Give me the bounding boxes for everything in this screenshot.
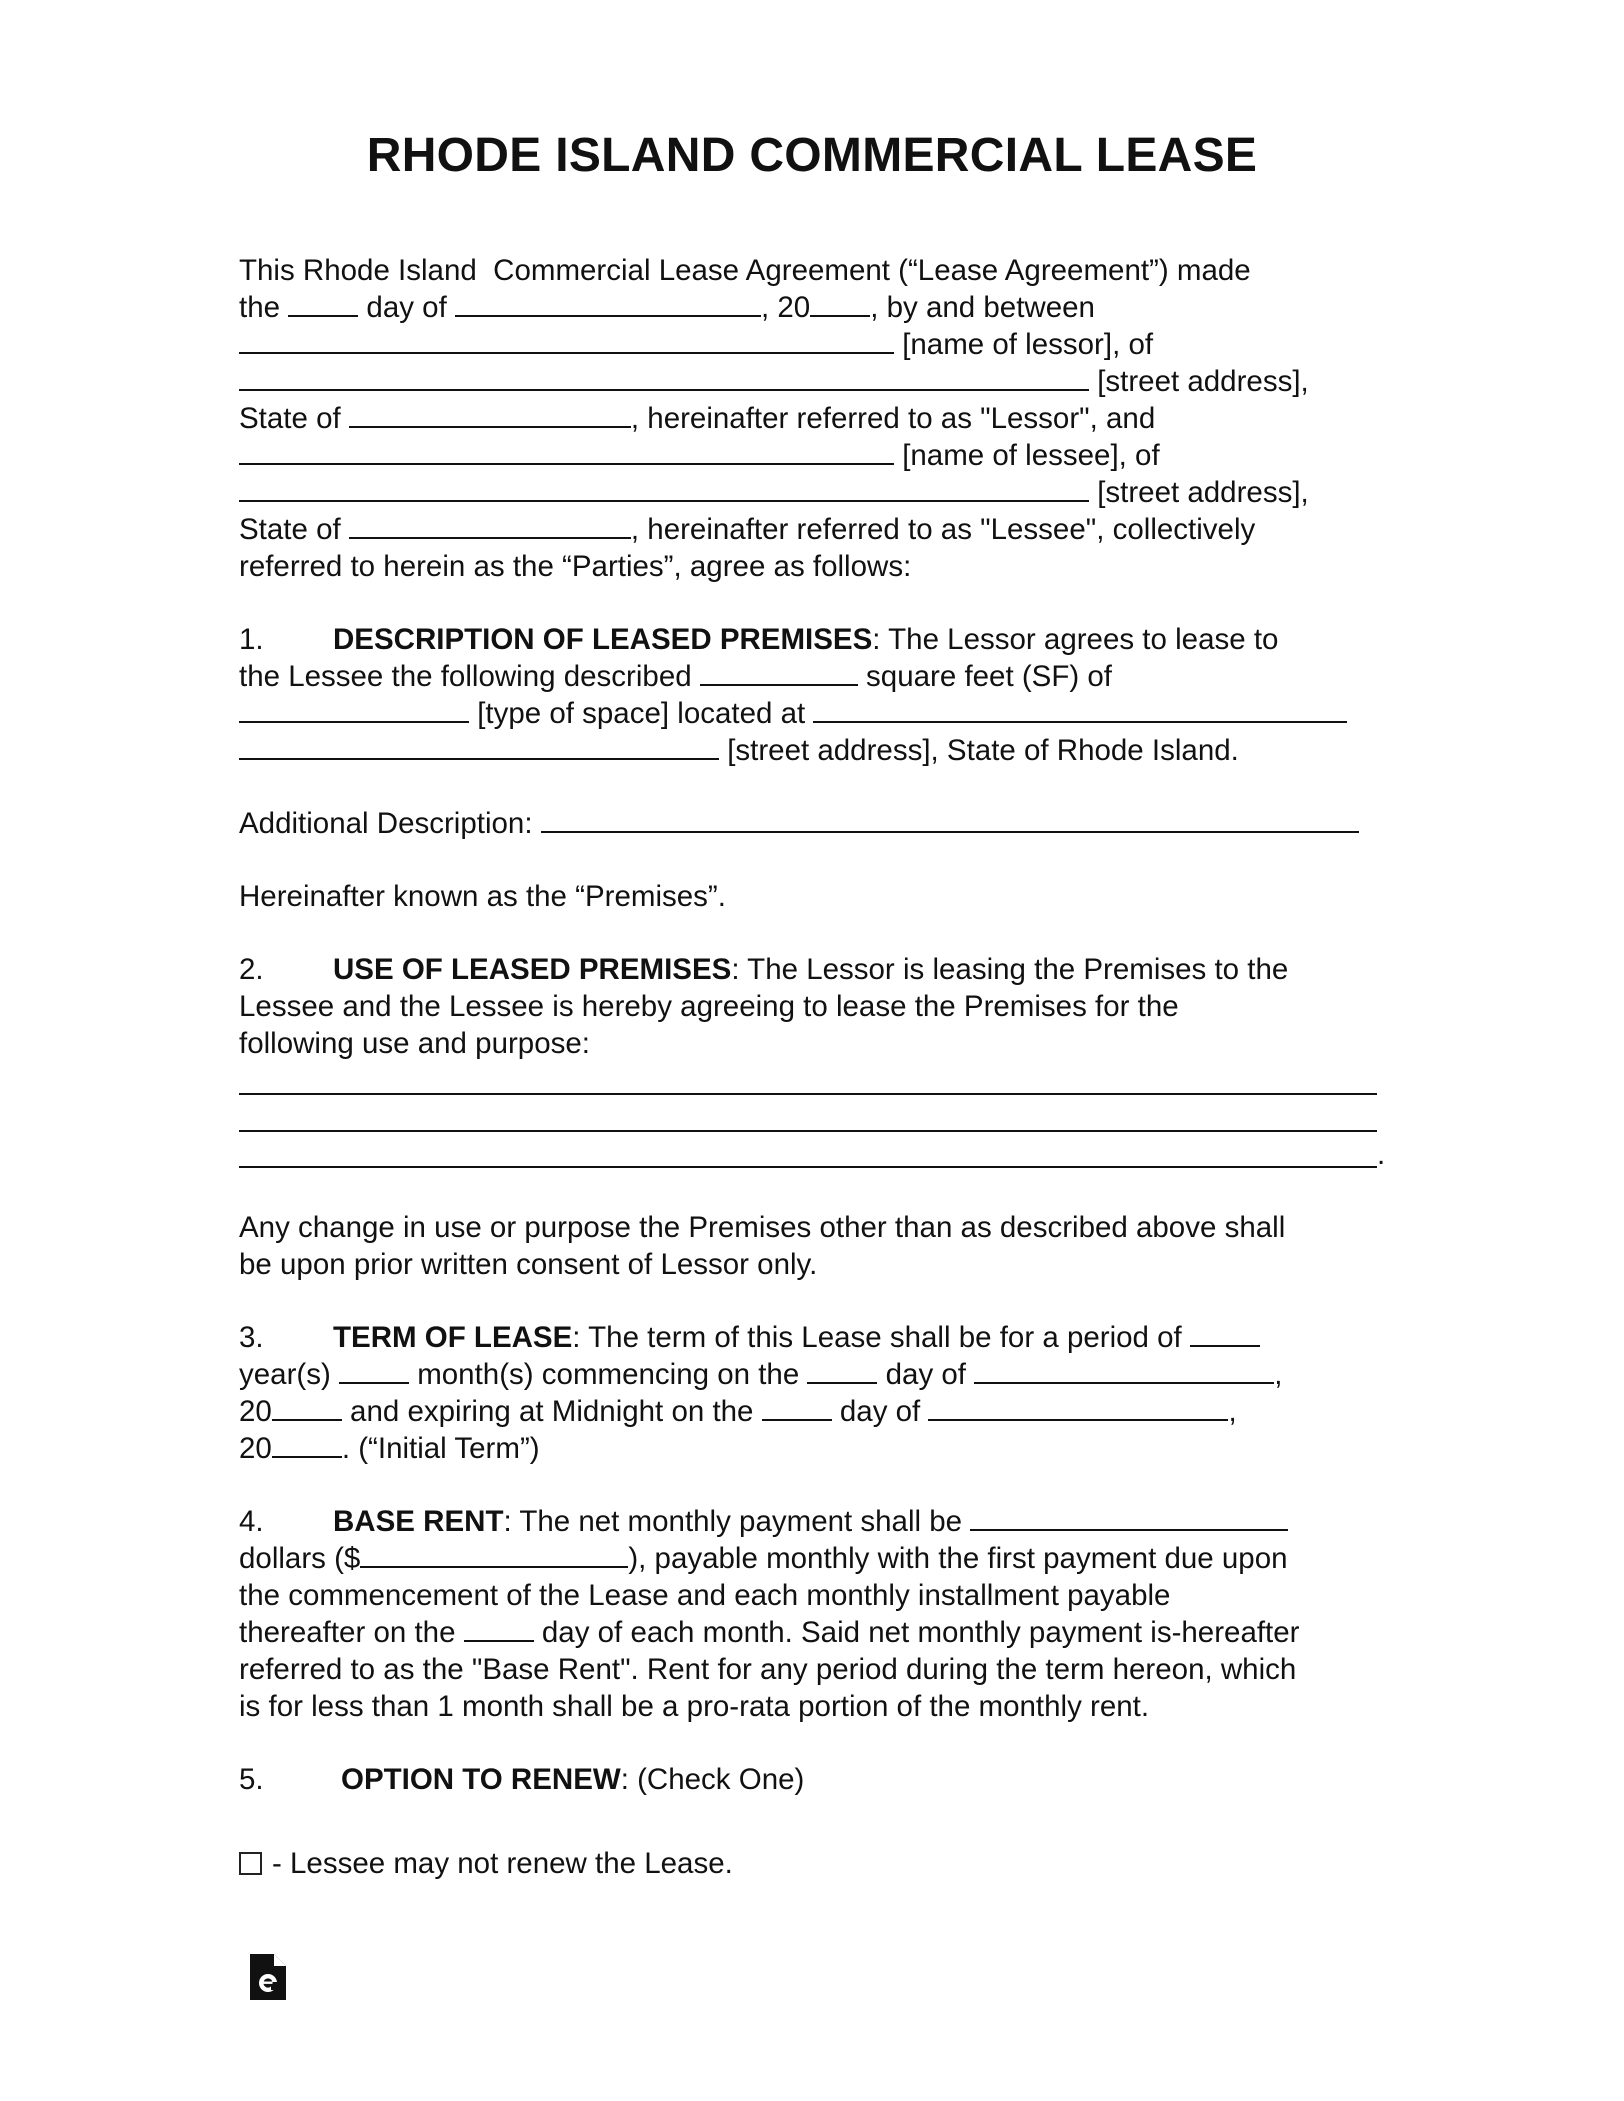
section-5-heading: OPTION TO RENEW — [341, 1763, 621, 1796]
square-feet-blank[interactable] — [700, 658, 858, 686]
use-purpose-blank-1[interactable] — [239, 1093, 1377, 1095]
intro-line-4: [street address], — [239, 363, 1309, 400]
start-month-blank[interactable] — [974, 1356, 1274, 1384]
intro-line-8: State of , hereinafter referred to as "Lessee", collectively — [239, 513, 1256, 546]
section-2-change-line-1: Any change in use or purpose the Premises other than as described above shall — [239, 1211, 1286, 1244]
section-2-change-line-2: be upon prior written consent of Lessor only. — [239, 1248, 818, 1281]
intro-line-1: This Rhode Island Commercial Lease Agreement (“Lease Agreement”) made — [239, 254, 1251, 287]
space-type-blank[interactable] — [239, 695, 469, 723]
section-2-line-3: following use and purpose: — [239, 1027, 590, 1060]
term-months-blank[interactable] — [339, 1356, 409, 1384]
document-logo-icon — [250, 1954, 286, 2000]
section-2-number: 2. — [239, 953, 264, 986]
premises-address-blank[interactable] — [239, 732, 719, 760]
additional-description: Additional Description: — [239, 805, 1359, 842]
premises-known-as: Hereinafter known as the “Premises”. — [239, 880, 726, 913]
renew-option-1-checkbox[interactable] — [239, 1852, 262, 1875]
year-blank[interactable] — [810, 289, 870, 317]
section-1-number: 1. — [239, 623, 264, 656]
section-4-line-1: 4. BASE RENT: The net monthly payment shall be — [239, 1503, 1288, 1540]
lessor-name-blank[interactable] — [239, 326, 894, 354]
section-2-heading: USE OF LEASED PREMISES — [333, 953, 732, 986]
lessor-address-blank[interactable] — [239, 363, 1089, 391]
intro-line-5: State of , hereinafter referred to as "Lessor", and — [239, 402, 1156, 435]
section-2-line-2: Lessee and the Lessee is hereby agreeing to lease the Premises for the — [239, 990, 1179, 1023]
section-3-line-4: 20 . (“Initial Term”) — [239, 1432, 540, 1465]
section-4-line-4: thereafter on the day of each month. Said net monthly payment is-hereafter — [239, 1616, 1300, 1649]
section-3-line-3: 20 and expiring at Midnight on the day of , — [239, 1395, 1237, 1428]
lessee-name-blank[interactable] — [239, 437, 894, 465]
use-purpose-blank-2[interactable] — [239, 1130, 1377, 1132]
start-day-blank[interactable] — [807, 1356, 877, 1384]
day-blank[interactable] — [288, 289, 358, 317]
section-1-heading: DESCRIPTION OF LEASED PREMISES — [333, 623, 873, 656]
section-1-line-2: the Lessee the following described square feet (SF) of — [239, 660, 1112, 693]
lessee-state-blank[interactable] — [349, 511, 631, 539]
start-year-blank[interactable] — [272, 1393, 342, 1421]
rent-due-day-blank[interactable] — [464, 1614, 534, 1642]
intro-line-7: [street address], — [239, 474, 1309, 511]
additional-description-blank[interactable] — [541, 805, 1359, 833]
end-year-blank[interactable] — [272, 1430, 342, 1458]
term-years-blank[interactable] — [1190, 1319, 1260, 1347]
section-4-heading: BASE RENT — [333, 1505, 504, 1538]
intro-line-3: [name of lessor], of — [239, 326, 1153, 363]
section-2-line-1: 2. USE OF LEASED PREMISES: The Lessor is leasing the Premises to the — [239, 953, 1289, 986]
section-1-line-3: [type of space] located at — [239, 695, 1347, 732]
rent-words-blank[interactable] — [970, 1503, 1288, 1531]
section-3-line-2: year(s) month(s) commencing on the day of , — [239, 1358, 1283, 1391]
section-1-line-4: [street address], State of Rhode Island. — [239, 732, 1239, 769]
intro-line-9: referred to herein as the “Parties”, agree as follows: — [239, 550, 912, 583]
section-5-number: 5. — [239, 1763, 264, 1796]
section-3-number: 3. — [239, 1321, 264, 1354]
lessee-address-blank[interactable] — [239, 474, 1089, 502]
rent-amount-blank[interactable] — [360, 1540, 628, 1568]
intro-line-2: the day of , 20 , by and between — [239, 291, 1095, 324]
end-month-blank[interactable] — [928, 1393, 1228, 1421]
section-4-line-2: dollars ($ ), payable monthly with the first payment due upon — [239, 1542, 1288, 1575]
use-purpose-period: . — [1377, 1138, 1386, 1171]
section-3-line-1: 3. TERM OF LEASE: The term of this Lease shall be for a period of — [239, 1319, 1260, 1356]
document-title: RHODE ISLAND COMMERCIAL LEASE — [366, 129, 1258, 182]
section-5-line-1: 5. OPTION TO RENEW: (Check One) — [239, 1763, 805, 1796]
section-4-line-6: is for less than 1 month shall be a pro-rata portion of the monthly rent. — [239, 1690, 1150, 1723]
section-4-line-5: referred to as the "Base Rent". Rent for any period during the term hereon, which — [239, 1653, 1297, 1686]
lessor-state-blank[interactable] — [349, 400, 631, 428]
month-blank[interactable] — [455, 289, 761, 317]
section-1-line-1: 1. DESCRIPTION OF LEASED PREMISES: The Lessor agrees to lease to — [239, 623, 1279, 656]
section-4-line-3: the commencement of the Lease and each monthly installment payable — [239, 1579, 1171, 1612]
section-3-heading: TERM OF LEASE — [333, 1321, 573, 1354]
end-day-blank[interactable] — [762, 1393, 832, 1421]
use-purpose-blank-3[interactable] — [239, 1166, 1377, 1168]
intro-line-6: [name of lessee], of — [239, 437, 1160, 474]
premises-location-blank[interactable] — [813, 695, 1347, 723]
section-4-number: 4. — [239, 1505, 264, 1538]
renew-option-1: - Lessee may not renew the Lease. — [239, 1845, 733, 1882]
